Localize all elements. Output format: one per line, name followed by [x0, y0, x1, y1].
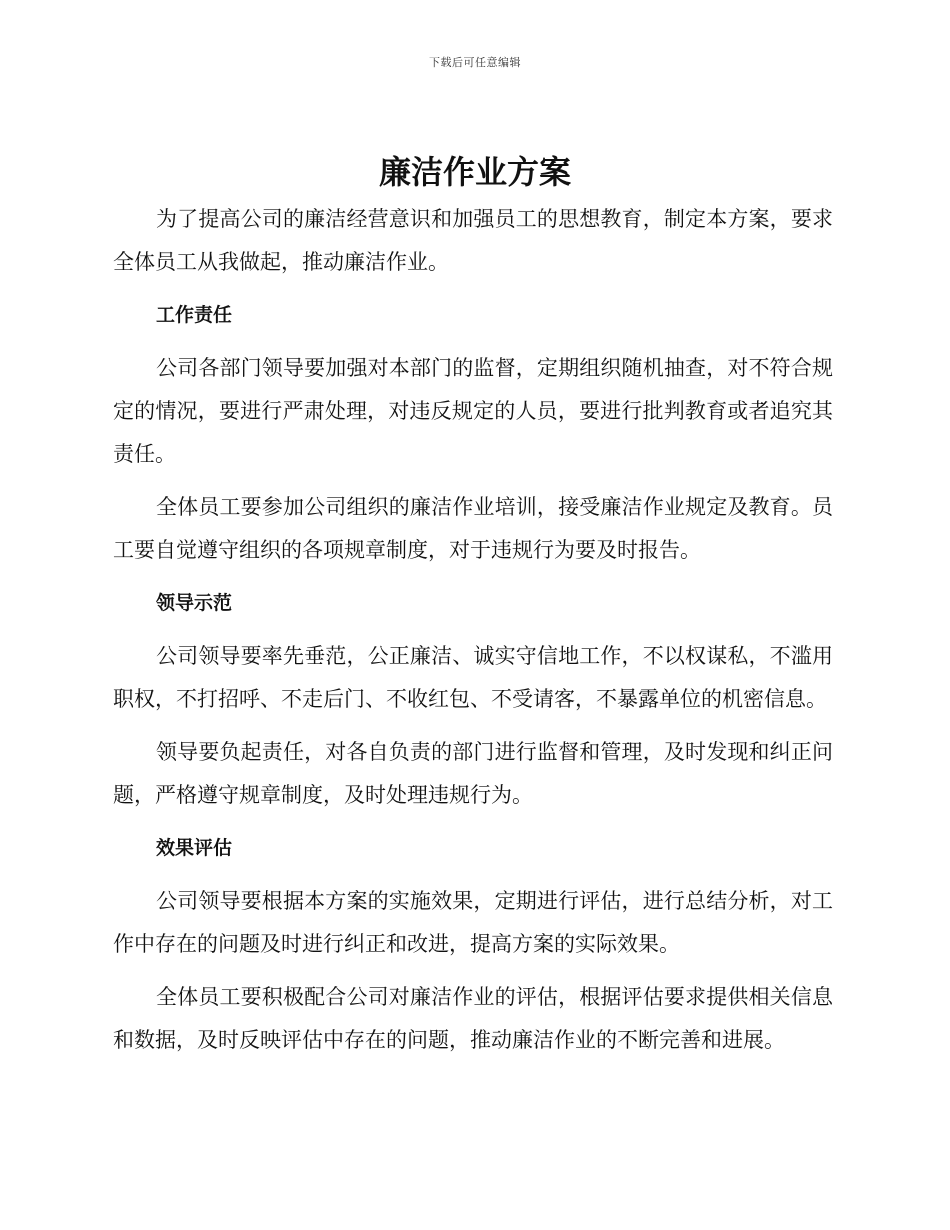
document-body [113, 198, 833, 1072]
document-title: 廉洁作业方案 [378, 153, 571, 191]
section-work-responsibility [113, 294, 833, 572]
section-heading: 领导示范 [156, 592, 233, 614]
section-heading: 效果评估 [156, 837, 233, 859]
section-paragraph: 全体员工要积极配合公司对廉洁作业的评估，根据评估要求提供相关信息和数据，及时反映评估中存在的问题，推动廉洁作业的不断完善和进展。 [113, 985, 833, 1052]
section-paragraph: 领导要负起责任，对各自负责的部门进行监督和管理，及时发现和纠正问题，严格遵守规章制度，及时处理违规行为。 [113, 740, 833, 807]
section-paragraph: 公司领导要根据本方案的实施效果，定期进行评估，进行总结分析，对工作中存在的问题及时进行纠正和改进，提高方案的实际效果。 [113, 889, 833, 956]
section-effect-evaluation [113, 827, 833, 1062]
section-paragraph: 公司领导要率先垂范，公正廉洁、诚实守信地工作，不以权谋私，不滥用职权，不打招呼、不走后门、不收红包、不受请客，不暴露单位的机密信息。 [113, 644, 833, 711]
section-leadership-example [113, 582, 833, 817]
intro-paragraph: 为了提高公司的廉洁经营意识和加强员工的思想教育，制定本方案，要求全体员工从我做起，推动廉洁作业。 [113, 207, 833, 274]
section-heading: 工作责任 [156, 304, 233, 326]
section-paragraph: 全体员工要参加公司组织的廉洁作业培训，接受廉洁作业规定及教育。员工要自觉遵守组织的各项规章制度，对于违规行为要及时报告。 [113, 495, 833, 562]
page-header-note: 下载后可任意编辑 [429, 56, 521, 69]
section-paragraph: 公司各部门领导要加强对本部门的监督，定期组织随机抽查，对不符合规定的情况，要进行严肃处理，对违反规定的人员，要进行批判教育或者追究其责任。 [113, 356, 833, 466]
